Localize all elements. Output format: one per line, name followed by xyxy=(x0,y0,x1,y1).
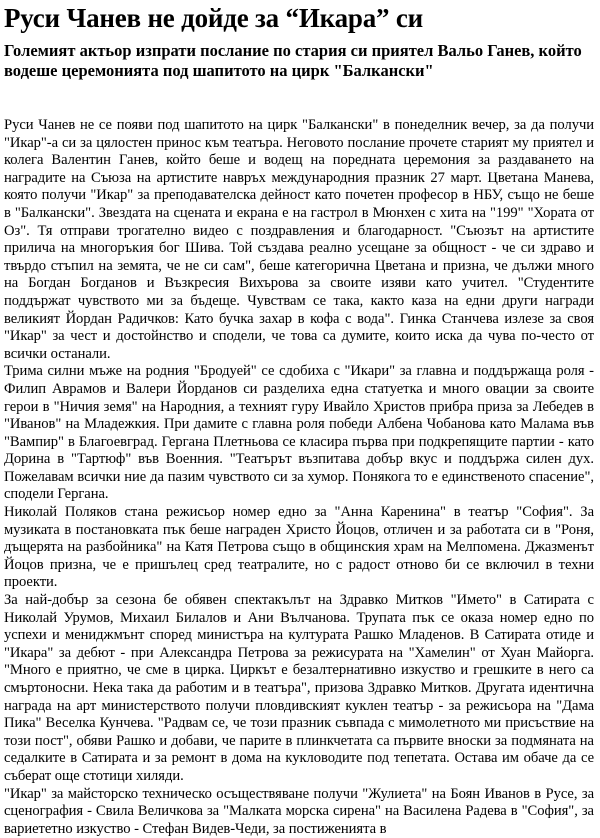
article-paragraph: "Икар" за майсторско техническо осъществяване получи "Жулиета" на Боян Иванов в Русе, за сценография - Свила Величкова за "Малката морска сирена" на Василена Радева в "София", за вариететно изкуство - Стефан Видев-Чеди, за постиженията в xyxy=(4,785,594,837)
article-subtitle: Големият актьор изпрати послание по стария си приятел Вальо Ганев, който водеше церемонията под шапитото на цирк "Балкански" xyxy=(4,41,582,80)
article-body xyxy=(4,117,594,838)
article-paragraph: За най-добър за сезона бе обявен спектакълът на Здравко Митков "Името" в Сатирата с Николай Урумов, Михаил Билалов и Ани Вълчанова. Трупата пък се оказа номер едно по успехи и мениджмънт според министъра на културата Рашко Младенов. В Сатирата отиде и "Икара" за дебют - при Александра Петрова за режисурата на "Хамелин" от Хуан Майорга. "Много е приятно, че сме в цирка. Циркът е безалтернативно изкуство и грешките в него са смъртоносни. Нека така да работим и в театъра", призова Здравко Митков. Другата идентична награда на арт министерството получи пловдивският куклен театър - за режисьора на "Дама Пика" Веселка Кунчева. "Радвам се, че този празник съвпада с мимолетното ми присъствие на този пост", обяви Рашко и добави, че парите в плинкчетата са първите вноски за подмяната на седалките в Сатирата и за ремонт в дома на кукловодите под тепетата. Остава им обаче да се съберат още стотици хиляди. xyxy=(4,592,594,784)
article-paragraph: Николай Поляков стана режисьор номер едно за "Анна Каренина" в театър "София". За музиката в постановката пък беше награден Христо Йоцов, отличен и за работата си в "Роня, дъщерята на разбойника" на Катя Петрова също в общинския храм на Мелпомена. Джазменът Йоцов призна, че е пришълец сред театралите, но с радост отново би се включил в техни проекти. xyxy=(4,504,594,591)
article-paragraph: Руси Чанев не се появи под шапитото на цирк "Балкански" в понеделник вечер, за да получи "Икар"-а си за цялостен принос към театъра. Неговото послание прочете старият му приятел и колега Валентин Ганев, който беше и водещ на поредната церемония за раздаването на наградите на Съюза на артистите навръх международния празник 27 март. Цветана Манева, която получи "Икар" за преподавателска дейност като почетен професор в НБУ, също не беше в "Балкански". Звездата на сцената и екрана е на гастрол в Мюнхен с хита на "199" "Хората от Оз". Тя отправи трогателно видео с поздравления и благодарност. "Съюзът на артистите прилича на многоръкия бог Шива. Той създава реално усещане за общност - че си здраво и твърдо стъпил на земята, че не си сам", беше категорична Цветана и призна, че дължи много на Богдан Богданов и Възкресия Вихърова за своите изяви като учител. "Студентите поддържат чувството ми за бъдеще. Чувствам се така, както каза на едни други награди великият Йордан Радичков: Като бучка захар в кофа с вода". Гинка Станчева излезе за своя "Икар" за чест и достойнство и сподели, че това са думите, които иска да чува по-често от всички останали. xyxy=(4,117,594,362)
article-title: Руси Чанев не дойде за “Икара” си xyxy=(4,3,423,33)
article-paragraph: Трима силни мъже на родния "Бродуей" се сдобиха с "Икари" за главна и поддържаща роля - Филип Аврамов и Валери Йорданов си разделиха една статуетка и много овации за своите герои в "Ничия земя" на Народния, а техният гуру Ивайло Христов прибра приза за Лебедев в "Иванов" на Младежкия. При дамите с главна роля победи Албена Чобанова като Малама във "Вампир" в Благоевград. Гергана Плетньова се класира първа при подкрепящите партии - като Дорина в "Тартюф" във Военния. "Театърът възпитава добър вкус и поддържа силен дух. Пожелавам всички ние да пазим чувството си за хумор. Понякога то е единственото спасение", сподели Гергана. xyxy=(4,363,594,503)
